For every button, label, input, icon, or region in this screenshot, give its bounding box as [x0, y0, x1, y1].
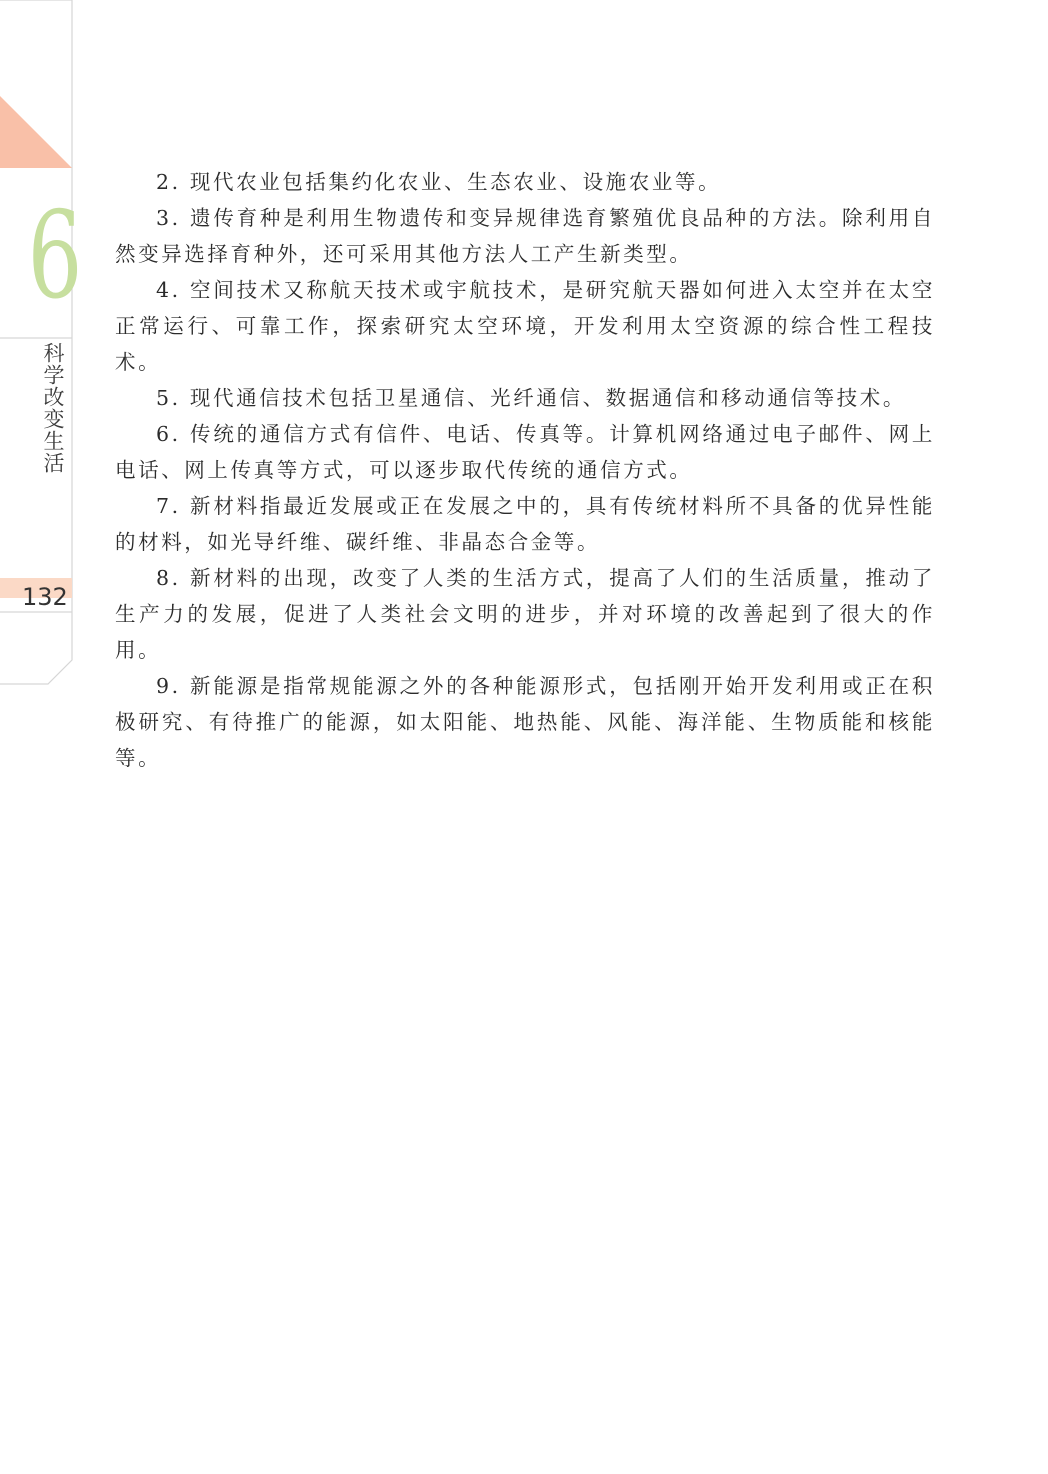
chapter-title: 科学改变生活 — [41, 342, 65, 474]
chapter-side-tab — [0, 0, 83, 686]
paragraph-7: 7. 新材料指最近发展或正在发展之中的，具有传统材料所不具备的优异性能的材料，如光导纤维、碳纤维、非晶态合金等。 — [115, 494, 935, 554]
paragraph-5: 5. 现代通信技术包括卫星通信、光纤通信、数据通信和移动通信等技术。 — [156, 386, 906, 410]
page-number: 132 — [22, 583, 68, 611]
paragraph-2: 2. 现代农业包括集约化农业、生态农业、设施农业等。 — [156, 170, 722, 194]
body-text — [115, 164, 935, 776]
paragraph-9: 9. 新能源是指常规能源之外的各种能源形式，包括刚开始开发利用或正在积极研究、有待推广的能源，如太阳能、地热能、风能、海洋能、生物质能和核能等。 — [115, 674, 935, 770]
paragraph-4: 4. 空间技术又称航天技术或宇航技术，是研究航天器如何进入太空并在太空正常运行、可靠工作，探索研究太空环境，开发利用太空资源的综合性工程技术。 — [115, 278, 935, 374]
corner-triangle — [0, 96, 72, 168]
paragraph-6: 6. 传统的通信方式有信件、电话、传真等。计算机网络通过电子邮件、网上电话、网上传真等方式，可以逐步取代传统的通信方式。 — [115, 422, 935, 482]
chapter-number: 6 — [27, 187, 83, 326]
paragraph-3: 3. 遗传育种是利用生物遗传和变异规律选育繁殖优良品种的方法。除利用自然变异选择育种外，还可采用其他方法人工产生新类型。 — [115, 206, 935, 266]
paragraph-8: 8. 新材料的出现，改变了人类的生活方式，提高了人们的生活质量，推动了生产力的发展，促进了人类社会文明的进步，并对环境的改善起到了很大的作用。 — [115, 566, 935, 662]
